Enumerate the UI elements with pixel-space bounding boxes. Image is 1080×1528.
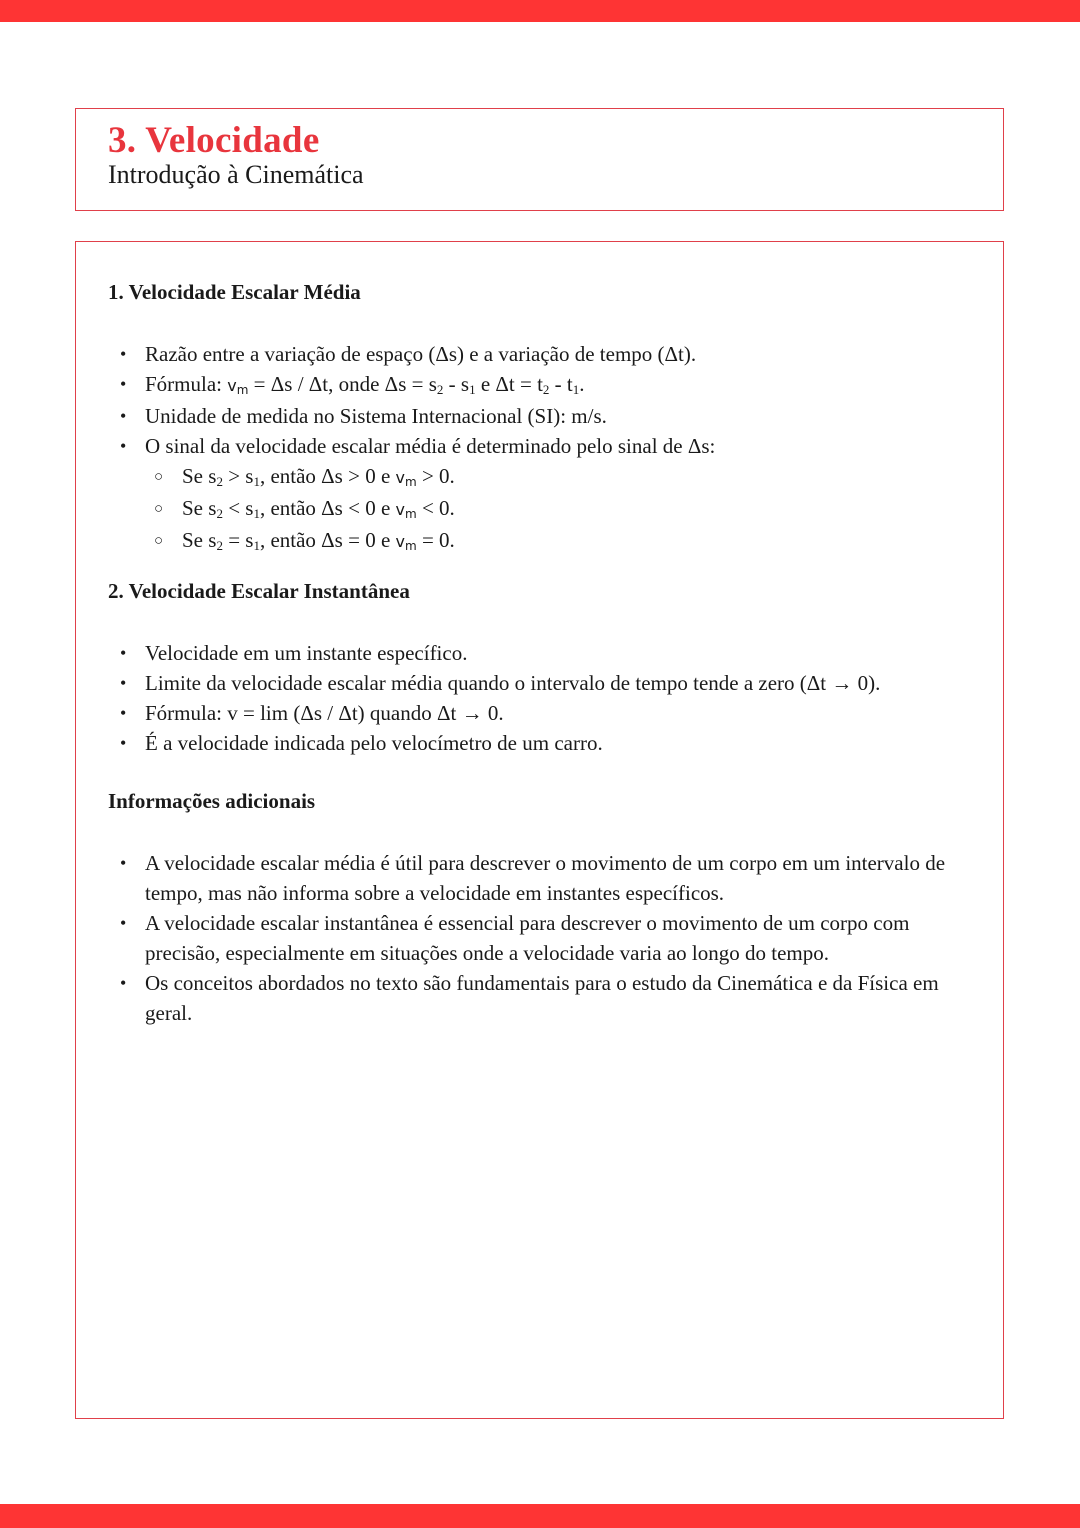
list-item: • A velocidade escalar média é útil para descrever o movimento de um corpo em um intervalo de tempo, mas não informa sobre a velocidade em instantes específicos. — [108, 848, 978, 908]
bullet-icon: • — [120, 436, 127, 456]
condition-text: Se $s_2 = s_1$, então Δs = 0 e $v_m = 0$. — [182, 528, 455, 553]
bullet-icon: • — [120, 973, 127, 993]
formula-text: Fórmula: $v_m = \Delta s / \Delta t$, onde $\Delta s = s_2 - s_1$ e $\Delta t = t_2 - t_1$. — [145, 372, 585, 397]
list-item: • Razão entre a variação de espaço (Δs) e a variação de tempo (Δt). — [108, 339, 978, 369]
bullet-icon: • — [120, 374, 127, 394]
top-accent-bar — [0, 0, 1080, 22]
section-heading-velocidade-instantanea: 2. Velocidade Escalar Instantânea — [108, 579, 410, 603]
list-velocidade-media — [108, 339, 978, 557]
section-heading-velocidade-media: 1. Velocidade Escalar Média — [108, 280, 361, 304]
circle-bullet-icon: ○ — [154, 501, 164, 517]
list-velocidade-instantanea — [108, 638, 978, 758]
circle-bullet-icon: ○ — [154, 469, 164, 485]
list-item: • Unidade de medida no Sistema Internacional (SI): m/s. — [108, 401, 978, 431]
section-heading-informacoes-adicionais: Informações adicionais — [108, 789, 316, 813]
list-item: • Os conceitos abordados no texto são fundamentais para o estudo da Cinemática e da Física em geral. — [108, 968, 978, 1028]
list-item: • Fórmula: v = lim (Δs / Δt) quando Δt → 0. — [108, 698, 978, 728]
bullet-icon: • — [120, 913, 127, 933]
condition-text: Se $s_2 < s_1$, então Δs < 0 e $v_m < 0$. — [182, 496, 455, 521]
list-item: • Velocidade em um instante específico. — [108, 638, 978, 668]
bullet-icon: • — [120, 733, 127, 753]
sub-list-item — [108, 461, 978, 493]
list-item: • A velocidade escalar instantânea é essencial para descrever o movimento de um corpo com precisão, especialmente em situações onde a velocidade varia ao longo do tempo. — [108, 908, 978, 968]
sub-list-item — [108, 493, 978, 525]
bullet-icon: • — [120, 406, 127, 426]
sub-list-item — [108, 525, 978, 557]
bullet-icon: • — [120, 853, 127, 873]
list-item: • O sinal da velocidade escalar média é determinado pelo sinal de Δs: — [108, 431, 978, 461]
header-box — [75, 108, 1004, 211]
condition-text: Se $s_2 > s_1$, então Δs > 0 e $v_m > 0$. — [182, 464, 455, 489]
bullet-icon: • — [120, 673, 127, 693]
list-item-formula — [108, 369, 978, 401]
circle-bullet-icon: ○ — [154, 533, 164, 549]
list-item: • É a velocidade indicada pelo velocímetro de um carro. — [108, 728, 978, 758]
bullet-icon: • — [120, 703, 127, 723]
list-item: • Limite da velocidade escalar média quando o intervalo de tempo tende a zero (Δt → 0). — [108, 668, 978, 698]
page-title: 3. Velocidade — [108, 120, 320, 161]
page-subtitle: Introdução à Cinemática — [108, 160, 364, 189]
bullet-icon: • — [120, 643, 127, 663]
bottom-accent-bar — [0, 1504, 1080, 1528]
list-informacoes-adicionais — [108, 848, 978, 1028]
content-box — [75, 241, 1004, 1419]
bullet-icon: • — [120, 344, 127, 364]
